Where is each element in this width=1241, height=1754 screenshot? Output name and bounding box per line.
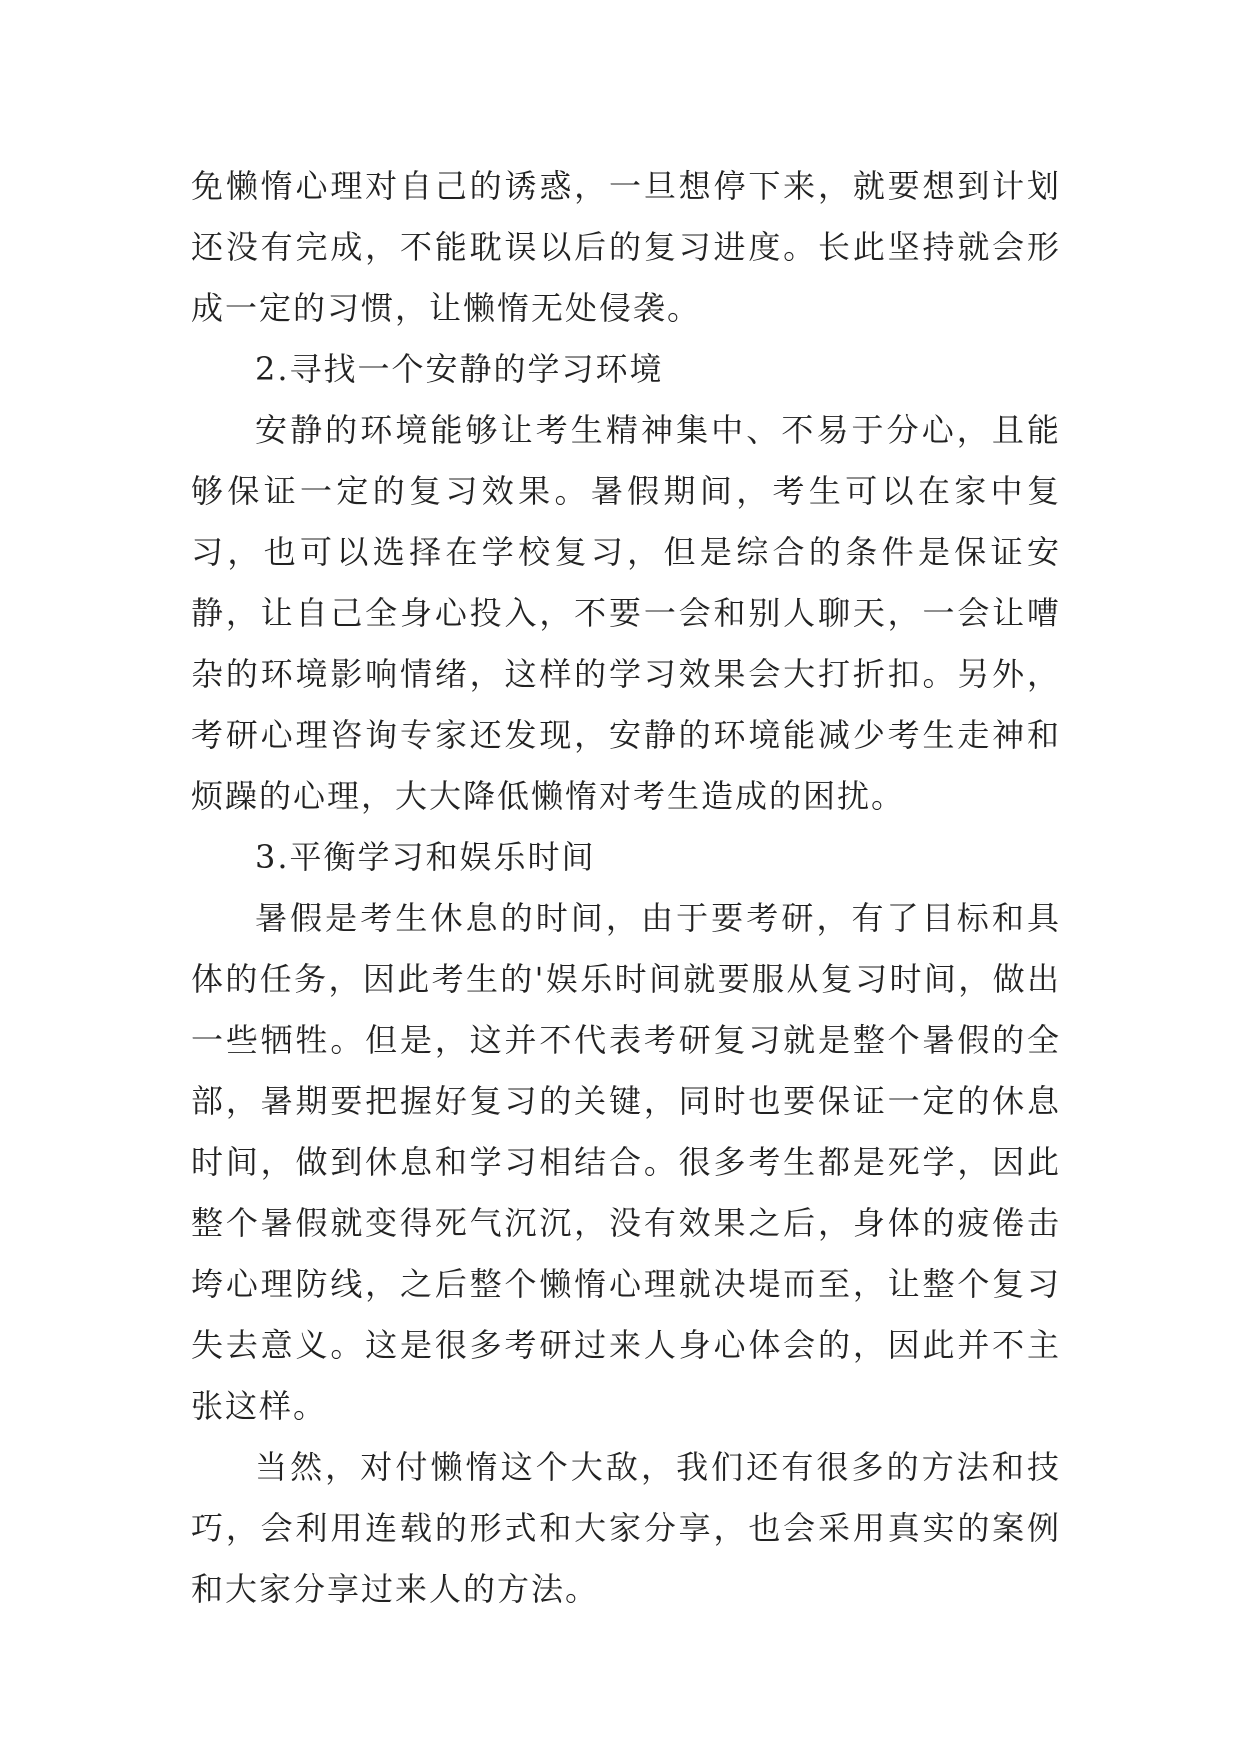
paragraph-conclusion: 当然，对付懒惰这个大敌，我们还有很多的方法和技巧，会利用连载的形式和大家分享，也会采用真实的案例和大家分享过来人的方法。: [191, 1448, 1061, 1608]
paragraph-balance-time: 暑假是考生休息的时间，由于要考研，有了目标和具体的任务，因此考生的'娱乐时间就要服从复习时间，做出一些牺牲。但是，这并不代表考研复习就是整个暑假的全部，暑期要把握好复习的关键，同时也要保证一定的休息时间，做到休息和学习相结合。很多考生都是死学，因此整个暑假就变得死气沉沉，没有效果之后，身体的疲倦击垮心理防线，之后整个懒惰心理就决堤而至，让整个复习失去意义。这是很多考研过来人身心体会的，因此并不主张这样。: [191, 899, 1061, 1425]
section-heading-quiet-environment: 2.寻找一个安静的学习环境: [255, 350, 664, 388]
document-body: [191, 156, 1061, 1620]
section-heading-balance-time: 3.平衡学习和娱乐时间: [255, 838, 596, 876]
paragraph-quiet-environment: 安静的环境能够让考生精神集中、不易于分心，且能够保证一定的复习效果。暑假期间，考生可以在家中复习，也可以选择在学校复习，但是综合的条件是保证安静，让自己全身心投入，不要一会和别人聊天，一会让嘈杂的环境影响情绪，这样的学习效果会大打折扣。另外，考研心理咨询专家还发现，安静的环境能减少考生走神和烦躁的心理，大大降低懒惰对考生造成的困扰。: [191, 411, 1061, 815]
paragraph-continuation: 免懒惰心理对自己的诱惑，一旦想停下来，就要想到计划还没有完成，不能耽误以后的复习进度。长此坚持就会形成一定的习惯，让懒惰无处侵袭。: [191, 167, 1061, 327]
